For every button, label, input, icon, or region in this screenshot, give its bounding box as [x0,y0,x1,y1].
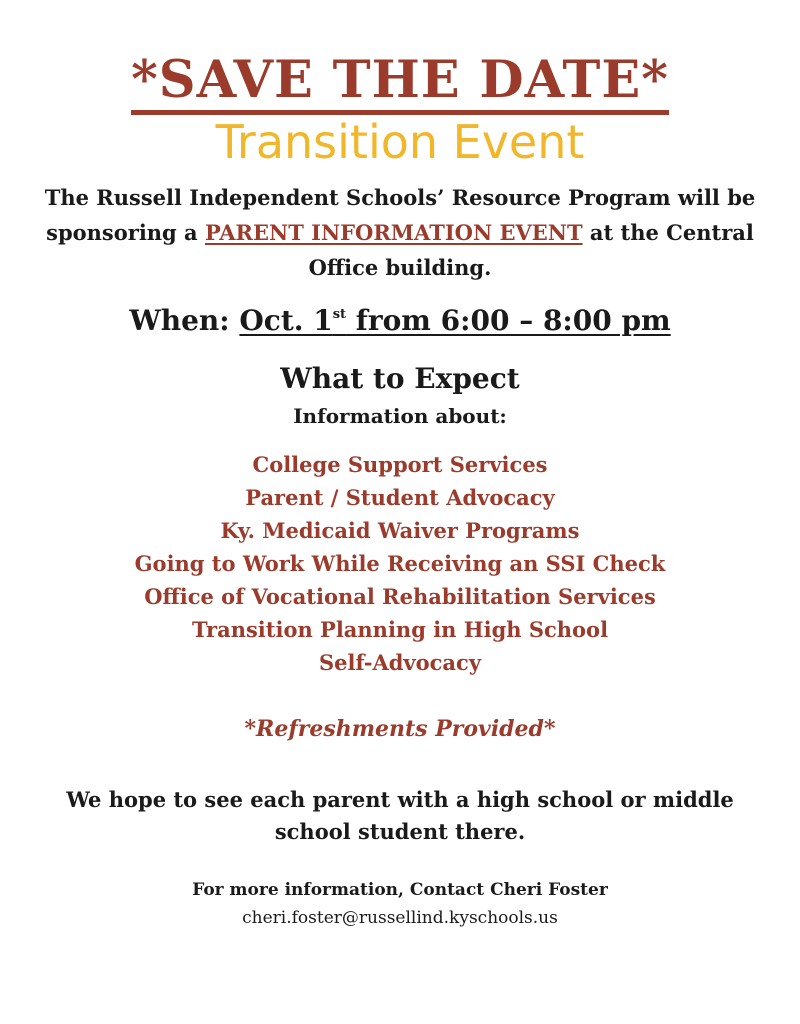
refreshments-note: *Refreshments Provided* [244,716,556,742]
headline-text: *SAVE THE DATE* [131,50,669,115]
topic-item: Ky. Medicaid Waiver Programs [220,518,580,543]
expect-heading: What to Expect [280,362,520,395]
when-date-time [239,304,670,337]
topic-item: College Support Services [252,452,548,477]
intro-paragraph [40,180,760,285]
contact-email: cheri.foster@russellind.kyschools.us [242,908,558,928]
contact-line: For more information, Contact Cheri Foster [192,880,608,900]
subheadline: Transition Event [215,115,585,169]
when-date-suffix: st [332,307,347,322]
when-time: from 6:00 – 8:00 pm [346,304,671,337]
intro-text-before: The Russell Independent Schools’ Resource Program will be sponsoring a [44,185,756,245]
topic-item: Office of Vocational Rehabilitation Services [144,584,656,609]
when-date: Oct. 1 [239,304,333,337]
topic-item: Parent / Student Advocacy [245,485,555,510]
intro-highlight: PARENT INFORMATION EVENT [204,220,583,245]
topics-list [0,448,800,679]
intro-text-after: at the Central Office building. [308,220,754,280]
topic-item: Transition Planning in High School [191,617,609,642]
when-label: When: [129,304,230,337]
headline [0,52,800,108]
info-heading: Information about: [293,404,507,428]
topic-item: Going to Work While Receiving an SSI Check [134,551,666,576]
topic-item: Self-Advocacy [318,650,482,675]
event-when [0,304,800,337]
closing-message: We hope to see each parent with a high school or middle school student there. [66,787,734,844]
